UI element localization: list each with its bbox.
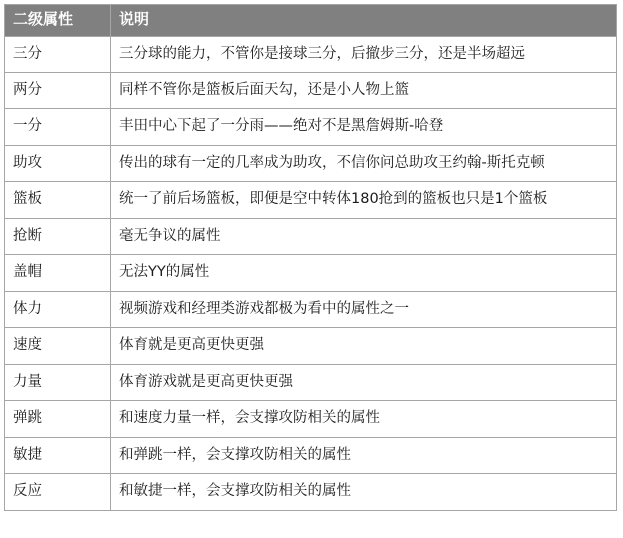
table-header-row — [5, 5, 617, 37]
table-row — [5, 72, 617, 108]
attribute-name: 体力 — [5, 291, 111, 327]
table-row — [5, 401, 617, 437]
table-row — [5, 255, 617, 291]
attribute-description: 体育游戏就是更高更快更强 — [111, 364, 617, 400]
attribute-name: 盖帽 — [5, 255, 111, 291]
table-row — [5, 291, 617, 327]
attribute-name: 篮板 — [5, 182, 111, 218]
attribute-description: 传出的球有一定的几率成为助攻，不信你问总助攻王约翰-斯托克顿 — [111, 145, 617, 181]
attribute-description: 三分球的能力，不管你是接球三分，后撤步三分，还是半场超远 — [111, 36, 617, 72]
attribute-description: 无法YY的属性 — [111, 255, 617, 291]
table-header — [5, 5, 617, 37]
attribute-description: 毫无争议的属性 — [111, 218, 617, 254]
attribute-name: 两分 — [5, 72, 111, 108]
table-row — [5, 437, 617, 473]
attribute-name: 抢断 — [5, 218, 111, 254]
table-row — [5, 474, 617, 510]
column-header-attribute: 二级属性 — [5, 5, 111, 37]
attribute-name: 速度 — [5, 328, 111, 364]
table-row — [5, 364, 617, 400]
attribute-name: 助攻 — [5, 145, 111, 181]
attribute-description: 和速度力量一样，会支撑攻防相关的属性 — [111, 401, 617, 437]
attribute-name: 力量 — [5, 364, 111, 400]
attribute-name: 敏捷 — [5, 437, 111, 473]
column-header-description: 说明 — [111, 5, 617, 37]
table-row — [5, 145, 617, 181]
attributes-table — [4, 4, 617, 511]
attribute-description: 和弹跳一样，会支撑攻防相关的属性 — [111, 437, 617, 473]
attribute-description: 体育就是更高更快更强 — [111, 328, 617, 364]
attribute-description: 丰田中心下起了一分雨——绝对不是黑詹姆斯-哈登 — [111, 109, 617, 145]
table-row — [5, 182, 617, 218]
attribute-description: 视频游戏和经理类游戏都极为看中的属性之一 — [111, 291, 617, 327]
attribute-name: 弹跳 — [5, 401, 111, 437]
table-body — [5, 36, 617, 510]
attribute-description: 和敏捷一样，会支撑攻防相关的属性 — [111, 474, 617, 510]
attribute-name: 三分 — [5, 36, 111, 72]
attribute-name: 一分 — [5, 109, 111, 145]
attribute-description: 统一了前后场篮板，即便是空中转体180抢到的篮板也只是1个篮板 — [111, 182, 617, 218]
table-row — [5, 328, 617, 364]
table-row — [5, 36, 617, 72]
attribute-name: 反应 — [5, 474, 111, 510]
attribute-description: 同样不管你是篮板后面天勾，还是小人物上篮 — [111, 72, 617, 108]
table-row — [5, 109, 617, 145]
table-row — [5, 218, 617, 254]
